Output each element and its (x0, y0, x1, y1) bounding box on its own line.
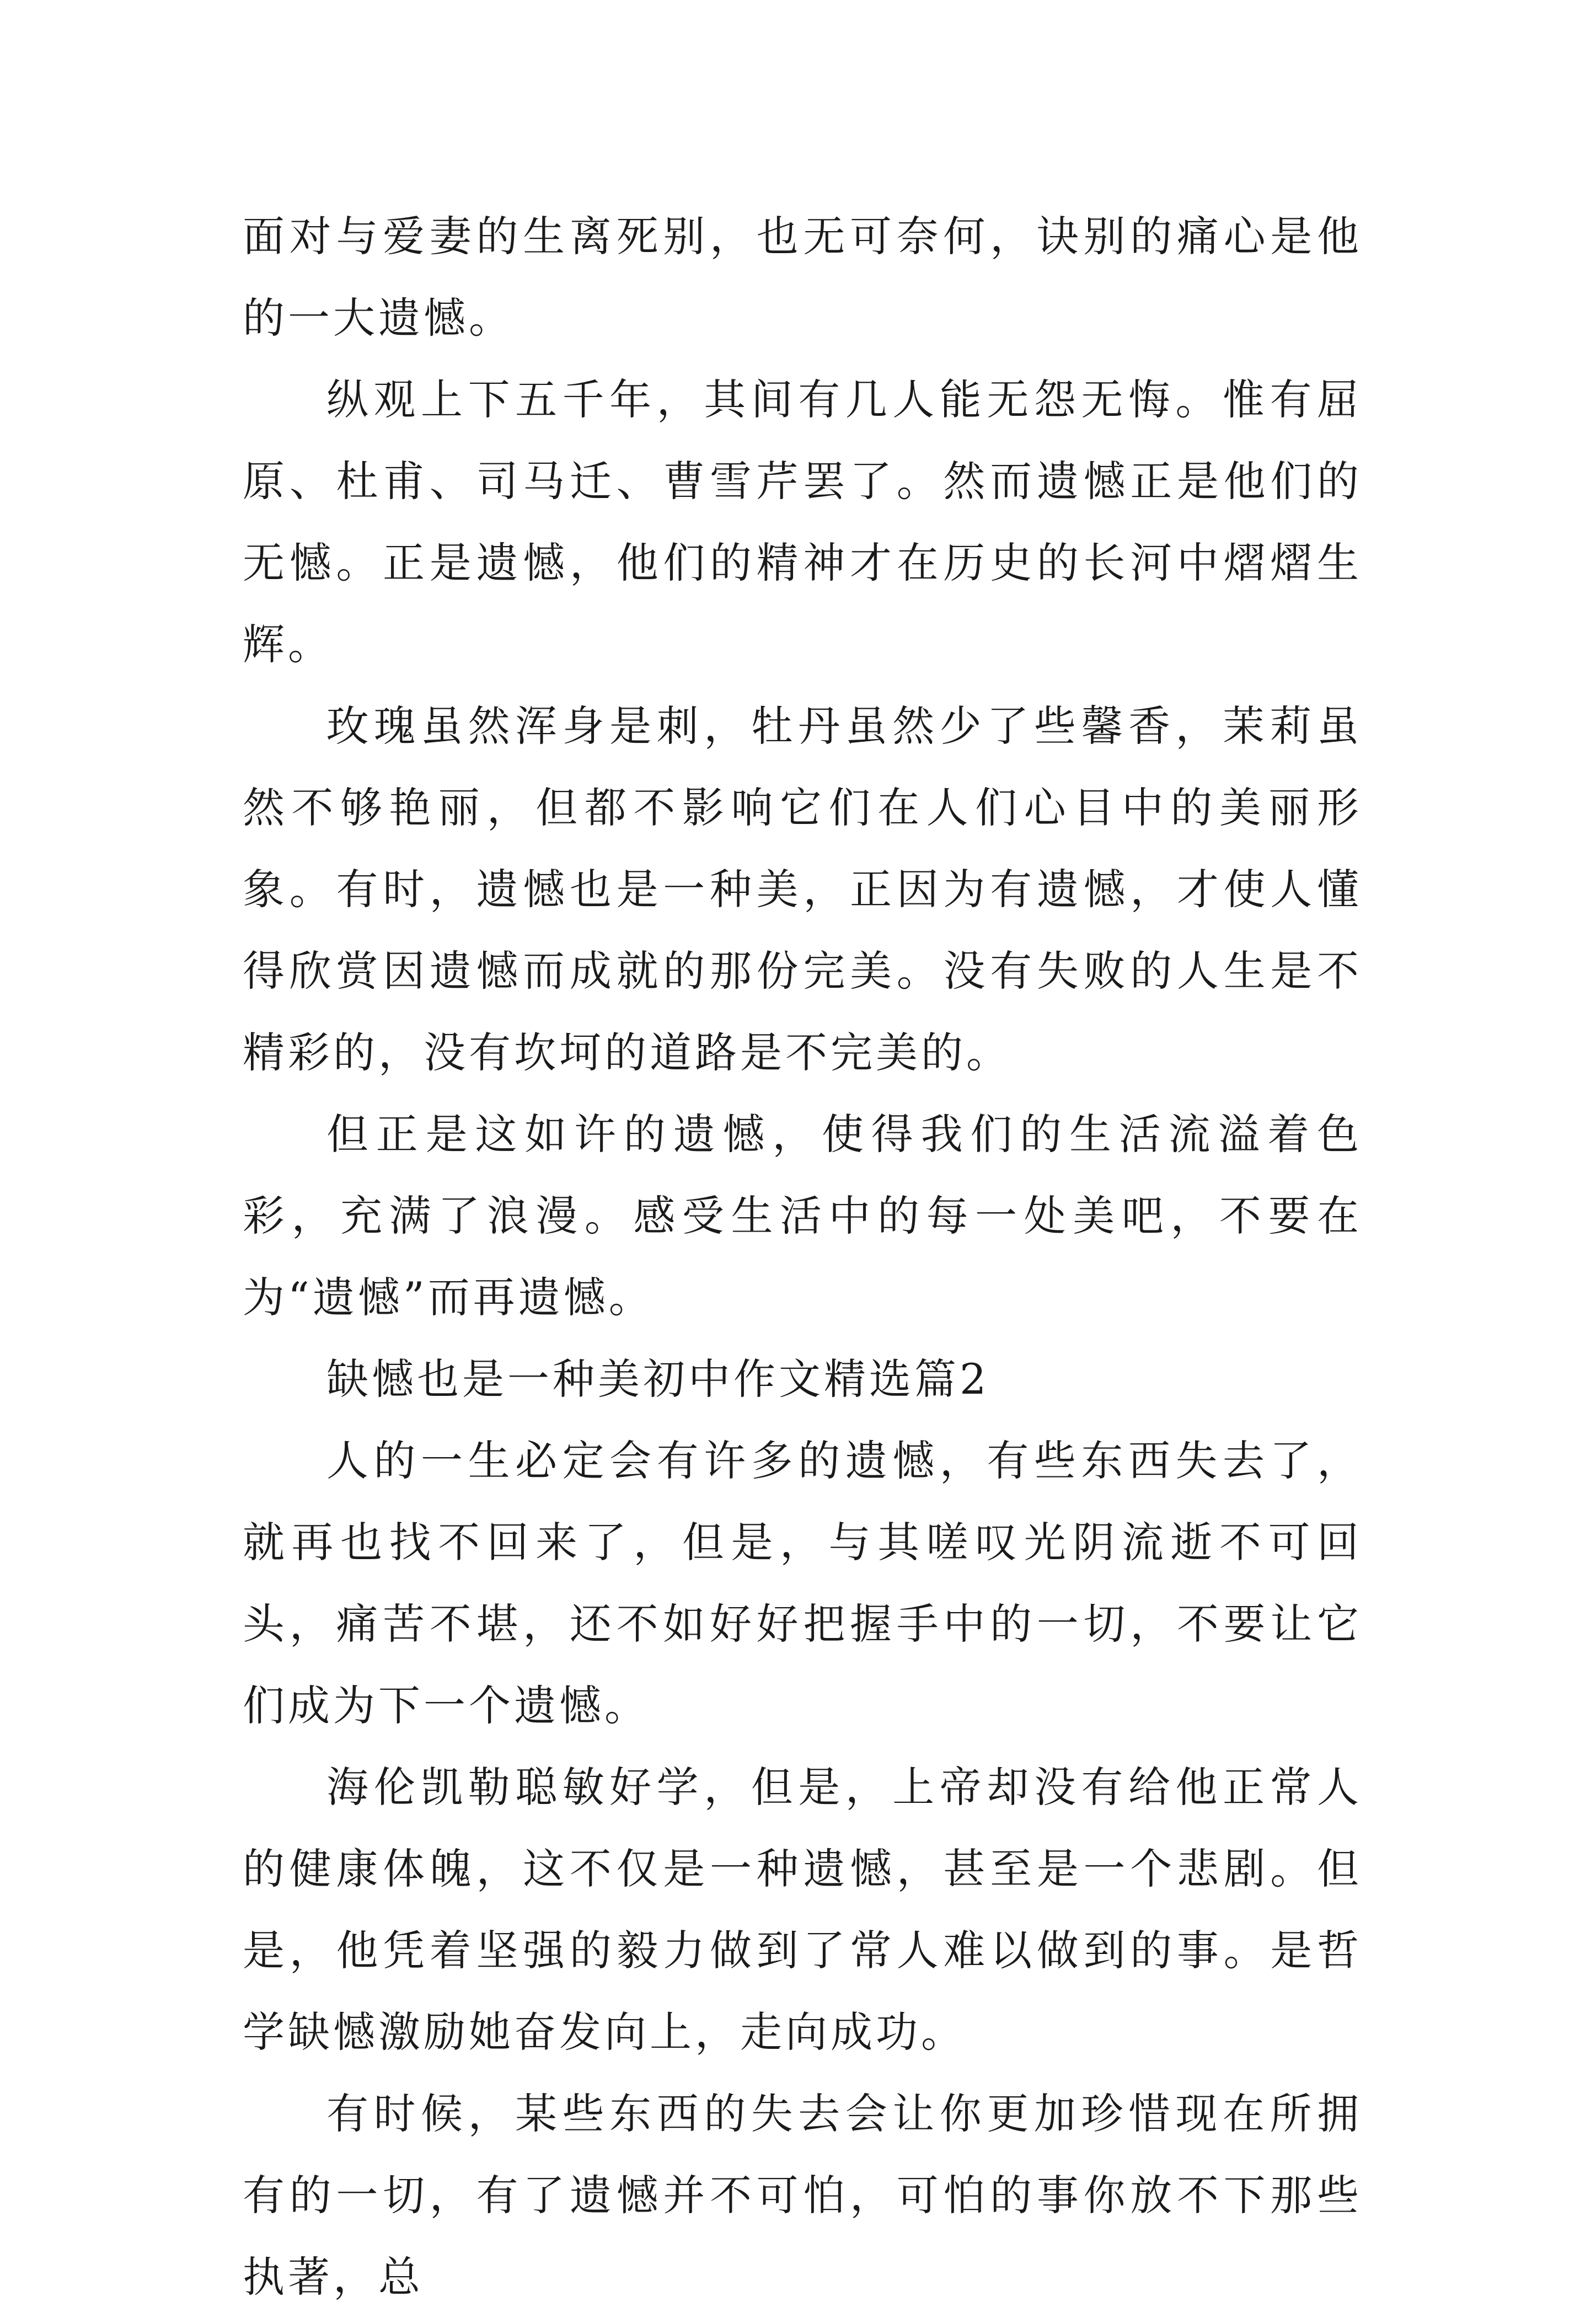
paragraph-historical-figures: 纵观上下五千年，其间有几人能无怨无悔。惟有屈原、杜甫、司马迁、曹雪芹罢了。然而遗憾正是他们的无憾。正是遗憾，他们的精神才在历史的长河中熠熠生辉。 (243, 375, 1362, 669)
paragraph-life-regrets: 人的一生必定会有许多的遗憾，有些东西失去了，就再也找不回来了，但是，与其嗟叹光阴流逝不可回头，痛苦不堪，还不如好好把握手中的一切，不要让它们成为下一个遗憾。 (243, 1436, 1362, 1730)
document-body (243, 196, 1362, 2318)
paragraph-continuation: 面对与爱妻的生离死别，也无可奈何，诀别的痛心是他的一大遗憾。 (243, 212, 1362, 342)
paragraph-helen-keller: 海伦凯勒聪敏好学，但是，上帝却没有给他正常人的健康体魄，这不仅是一种遗憾，甚至是一个悲剧。但是，他凭着坚强的毅力做到了常人难以做到的事。是哲学缺憾激励她奋发向上，走向成功。 (243, 1763, 1362, 2057)
section-heading: 缺憾也是一种美初中作文精选篇2 (326, 1355, 990, 1404)
paragraph-cherish: 有时候，某些东西的失去会让你更加珍惜现在所拥有的一切，有了遗憾并不可怕，可怕的事你放不下那些执著，总 (243, 2089, 1362, 2301)
paragraph-flowers: 玫瑰虽然浑身是刺，牡丹虽然少了些馨香，茉莉虽然不够艳丽，但都不影响它们在人们心目中的美丽形象。有时，遗憾也是一种美，正因为有遗憾，才使人懂得欣赏因遗憾而成就的那份完美。没有失败的人生是不精彩的，没有坎坷的道路是不完美的。 (243, 702, 1362, 1077)
paragraph-life-colors: 但正是这如许的遗憾，使得我们的生活流溢着色彩，充满了浪漫。感受生活中的每一处美吧，不要在为“遗憾”而再遗憾。 (243, 1110, 1362, 1322)
